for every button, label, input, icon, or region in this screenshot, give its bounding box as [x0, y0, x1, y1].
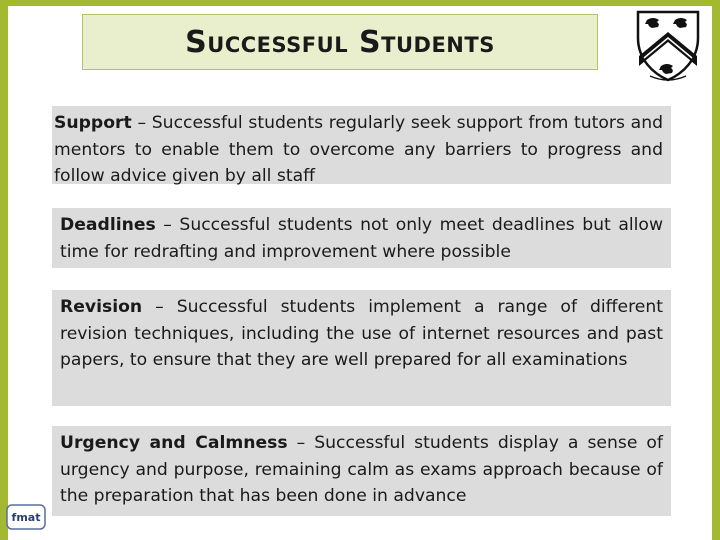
item-heading: Revision: [60, 297, 143, 317]
item-dash: –: [131, 113, 152, 133]
list-item-revision: [52, 290, 671, 406]
item-dash: –: [155, 215, 180, 235]
item-body: Successful students display a sense of urgency and purpose, remaining calm as exams approach because of the preparation that has been done in advance: [60, 433, 663, 506]
item-heading: Deadlines: [60, 215, 156, 235]
logo-text: fmat: [11, 511, 41, 524]
item-heading: Urgency and Calmness: [60, 433, 288, 453]
fmat-logo: [6, 504, 46, 530]
title-box: [82, 14, 598, 70]
item-dash: –: [142, 297, 177, 317]
item-body: Successful students implement a range of different revision techniques, including the use of internet resources and past papers, to ensure that they are well prepared for all examinations: [60, 297, 663, 370]
item-body: Successful students not only meet deadlines but allow time for redrafting and improvement where possible: [60, 215, 663, 262]
item-heading: Support: [54, 113, 132, 133]
college-crest-icon: [630, 8, 706, 84]
list-item-support: [52, 106, 671, 184]
item-dash: –: [287, 433, 315, 453]
list-item-urgency: [52, 426, 671, 516]
page-title: Successful Students: [185, 24, 495, 60]
item-body: Successful students regularly seek support from tutors and mentors to enable them to overcome any barriers to progress and follow advice given by all staff: [54, 113, 663, 186]
list-item-deadlines: [52, 208, 671, 268]
